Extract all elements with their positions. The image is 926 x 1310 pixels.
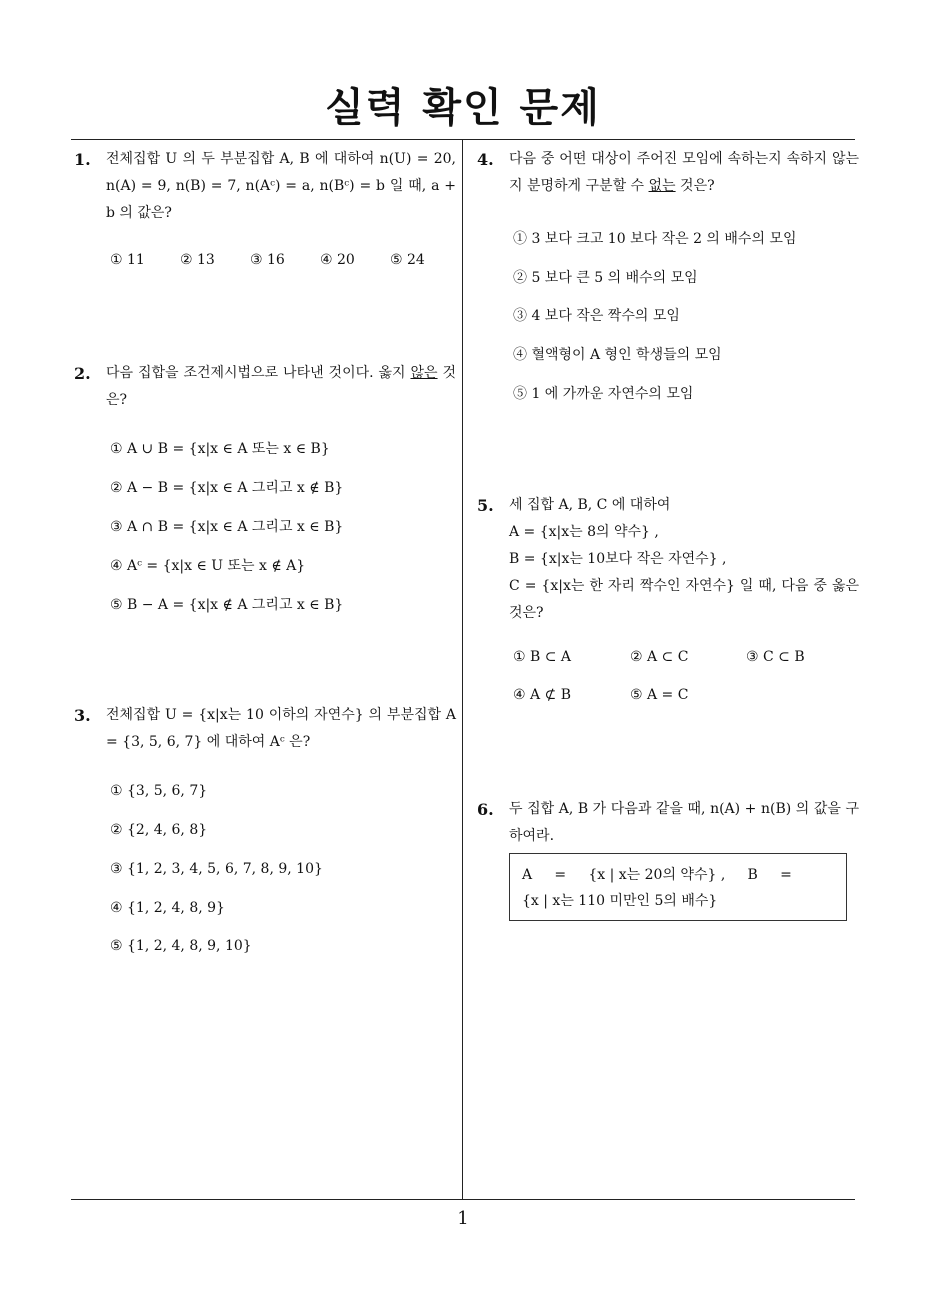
question-6 (477, 796, 859, 850)
question-text: 전체집합 U = {x|x는 10 이하의 자연수} 의 부분집합 A = {3, 5, 6, 7} 에 대하여 Aᶜ 은? (106, 707, 456, 750)
option-1[interactable]: ① {3, 5, 6, 7} (110, 783, 208, 799)
question-number: 2. (74, 364, 91, 383)
set-a-definition: A = {x|x는 8의 약수} , (509, 524, 659, 540)
option-5[interactable]: ⑤ 1 에 가까운 자연수의 모임 (513, 386, 694, 402)
question-number: 5. (477, 496, 494, 515)
option-5[interactable]: ⑤ B − A = {x|x ∉ A 그리고 x ∈ B} (110, 597, 344, 613)
question-text-part: 다음 집합을 조건제시법으로 나타낸 것이다. 옳지 (106, 365, 411, 381)
option-1[interactable]: ① 11 (110, 252, 145, 268)
sets-definition-box (509, 853, 847, 921)
question-3 (74, 702, 456, 756)
box-line: {x | x는 110 미만인 5의 배수} (522, 893, 718, 909)
option-2[interactable]: ② A ⊂ C (630, 649, 689, 665)
option-5[interactable]: ⑤ A = C (630, 687, 689, 703)
page-number: 1 (457, 1208, 469, 1229)
question-text: 두 집합 A, B 가 다음과 같을 때, n(A) + n(B) 의 값을 구하여라. (509, 801, 859, 844)
question-number: 3. (74, 706, 91, 725)
option-4[interactable]: ④ 20 (320, 252, 355, 268)
question-number: 1. (74, 150, 91, 169)
question-text (106, 360, 456, 414)
question-2 (74, 360, 456, 414)
option-3[interactable]: ③ A ∩ B = {x|x ∈ A 그리고 x ∈ B} (110, 519, 344, 535)
option-3[interactable]: ③ 4 보다 작은 짝수의 모임 (513, 308, 680, 324)
set-c-definition: C = {x|x는 한 자리 짝수인 자연수} 일 때, 다음 중 옳은 것은? (509, 578, 859, 621)
option-2[interactable]: ② 13 (180, 252, 215, 268)
question-text-part: 것은? (106, 365, 456, 408)
option-2[interactable]: ② {2, 4, 6, 8} (110, 822, 208, 838)
top-rule (71, 139, 855, 140)
question-number: 6. (477, 800, 494, 819)
question-number: 4. (477, 150, 494, 169)
option-4[interactable]: ④ Aᶜ = {x|x ∈ U 또는 x ∉ A} (110, 558, 306, 574)
option-4[interactable]: ④ 혈액형이 A 형인 학생들의 모임 (513, 347, 722, 363)
option-1[interactable]: ① 3 보다 크고 10 보다 작은 2 의 배수의 모임 (513, 231, 797, 247)
page-title: 실력 확인 문제 (325, 85, 601, 131)
question-text (509, 492, 859, 627)
question-text-part: 것은? (675, 178, 715, 194)
option-3[interactable]: ③ {1, 2, 3, 4, 5, 6, 7, 8, 9, 10} (110, 861, 323, 877)
question-5 (477, 492, 859, 627)
question-line: 세 집합 A, B, C 에 대하여 (509, 497, 671, 513)
option-4[interactable]: ④ A ⊄ B (513, 687, 572, 703)
option-4[interactable]: ④ {1, 2, 4, 8, 9} (110, 900, 225, 916)
question-text: 전체집합 U 의 두 부분집합 A, B 에 대하여 n(U) = 20, n(A) = 9, n(B) = 7, n(Aᶜ) = a, n(Bᶜ) = b 일 때, a + b 의 값은? (106, 151, 456, 221)
underlined-word: 없는 (648, 178, 676, 194)
set-b-definition: B = {x|x는 10보다 작은 자연수} , (509, 551, 727, 567)
box-line: A = {x | x는 20의 약수} , B = (522, 867, 792, 883)
option-5[interactable]: ⑤ 24 (390, 252, 425, 268)
bottom-rule (71, 1199, 855, 1200)
option-2[interactable]: ② A − B = {x|x ∈ A 그리고 x ∉ B} (110, 480, 344, 496)
option-1[interactable]: ① B ⊂ A (513, 649, 572, 665)
question-text (509, 146, 859, 200)
option-1[interactable]: ① A ∪ B = {x|x ∈ A 또는 x ∈ B} (110, 441, 330, 457)
question-1 (74, 146, 456, 227)
option-3[interactable]: ③ C ⊂ B (746, 649, 805, 665)
underlined-word: 않은 (410, 365, 438, 381)
column-divider (462, 140, 463, 1199)
option-2[interactable]: ② 5 보다 큰 5 의 배수의 모임 (513, 270, 698, 286)
option-5[interactable]: ⑤ {1, 2, 4, 8, 9, 10} (110, 938, 252, 954)
question-4 (477, 146, 859, 200)
option-3[interactable]: ③ 16 (250, 252, 285, 268)
question-text-part: 다음 중 어떤 대상이 주어진 모임에 속하는지 속하지 않는지 분명하게 구분할 수 (509, 151, 859, 194)
